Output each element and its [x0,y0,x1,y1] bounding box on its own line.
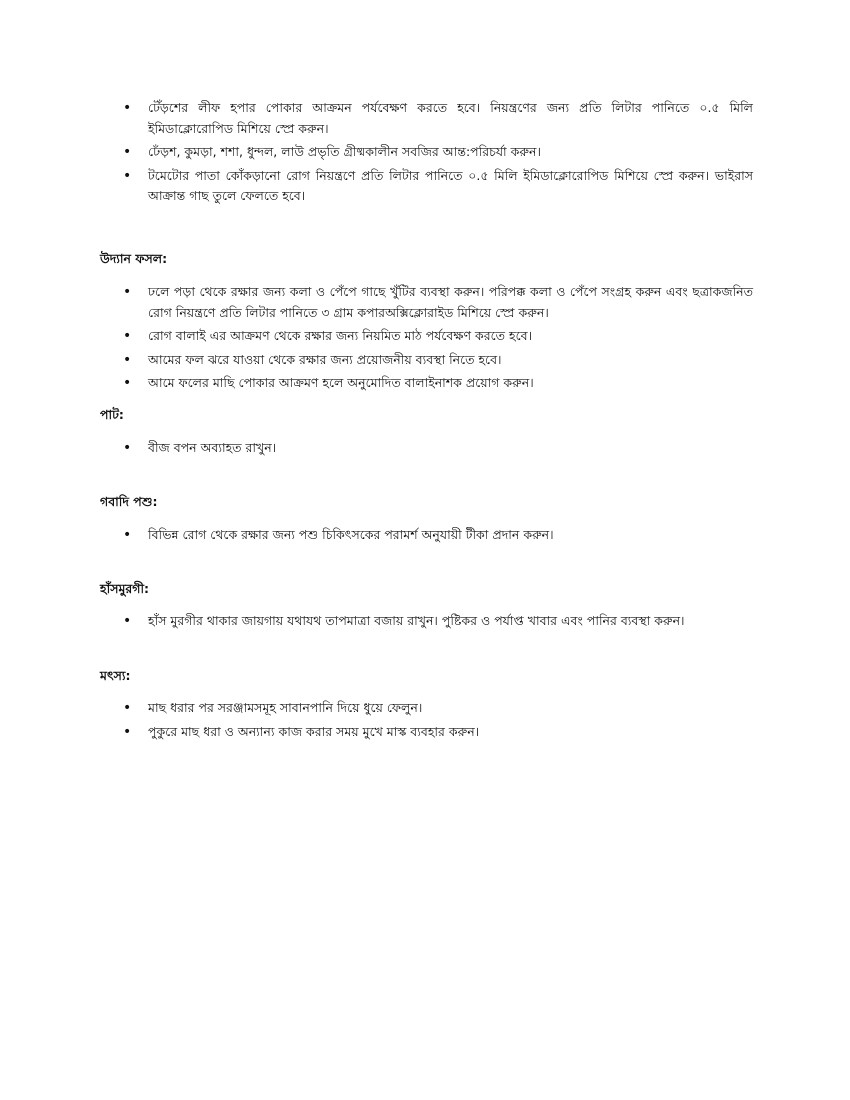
section-heading-jute: পাট: [100,407,124,422]
poultry-list [123,611,753,635]
list-item: • ঢলে পড়া থেকে রক্ষার জন্য কলা ও পেঁপে গাছে খুঁটির ব্যবস্থা করুন। পরিপক্ক কলা ও পেঁপে সংগ্রহ করুন এবং ছত্রাকজনিত রোগ নিয়ন্ত্রণে প্রতি লিটার পানিতে ৩ গ্রাম কপারঅক্সিক্লোরাইড মিশিয়ে স্প্রে করুন। [123,282,753,323]
section-heading-horticulture: উদ্যান ফসল: [100,251,168,266]
list-item: • আমের ফল ঝরে যাওয়া থেকে রক্ষার জন্য প্রয়োজনীয় ব্যবস্থা নিতে হবে। [123,350,753,371]
list-item: • মাছ ধরার পর সরঞ্জামসমূহ সাবানপানি দিয়ে ধুয়ে ফেলুন। [123,698,753,719]
vegetable-list [123,98,753,210]
list-item: • পুকুরে মাছ ধরা ও অন্যান্য কাজ করার সময় মুখে মাস্ক ব্যবহার করুন। [123,722,753,743]
livestock-list [123,525,753,549]
jute-list [123,438,753,462]
list-item: • ঢেঁড়শ, কুমড়া, শশা, ধুন্দল, লাউ প্রভৃতি গ্রীষ্মকালীন সবজির আন্ত:পরিচর্যা করুন। [123,142,753,163]
section-heading-livestock: গবাদি পশু: [100,494,158,509]
horticulture-list [123,282,753,397]
list-item: • বীজ বপন অব্যাহত রাখুন। [123,438,753,459]
section-heading-poultry: হাঁসমুরগী: [100,581,150,596]
section-heading-fisheries: মৎস্য: [100,668,131,683]
list-item: • আমে ফলের মাছি পোকার আক্রমণ হলে অনুমোদিত বালাইনাশক প্রয়োগ করুন। [123,373,753,394]
list-item: • রোগ বালাই এর আক্রমণ থেকে রক্ষার জন্য নিয়মিত মাঠ পর্যবেক্ষণ করতে হবে। [123,326,753,347]
list-item: • হাঁস মুরগীর থাকার জায়গায় যথাযথ তাপমাত্রা বজায় রাখুন। পুষ্টিকর ও পর্যাপ্ত খাবার এবং পানির ব্যবস্থা করুন। [123,611,753,632]
list-item: • টেঁড়শের লীফ হপার পোকার আক্রমন পর্যবেক্ষণ করতে হবে। নিয়ন্ত্রণের জন্য প্রতি লিটার পানিতে ০.৫ মিলি ইমিডাক্লোরোপিড মিশিয়ে স্প্রে করুন। [123,98,753,139]
fisheries-list [123,698,753,745]
list-item: • বিভিন্ন রোগ থেকে রক্ষার জন্য পশু চিকিৎসকের পরামর্শ অনুযায়ী টীকা প্রদান করুন। [123,525,753,546]
list-item: • টমেটোর পাতা কোঁকড়ানো রোগ নিয়ন্ত্রণে প্রতি লিটার পানিতে ০.৫ মিলি ইমিডাক্লোরোপিড মিশিয়ে স্প্রে করুন। ভাইরাস আক্রান্ত গাছ তুলে ফেলতে হবে। [123,166,753,207]
